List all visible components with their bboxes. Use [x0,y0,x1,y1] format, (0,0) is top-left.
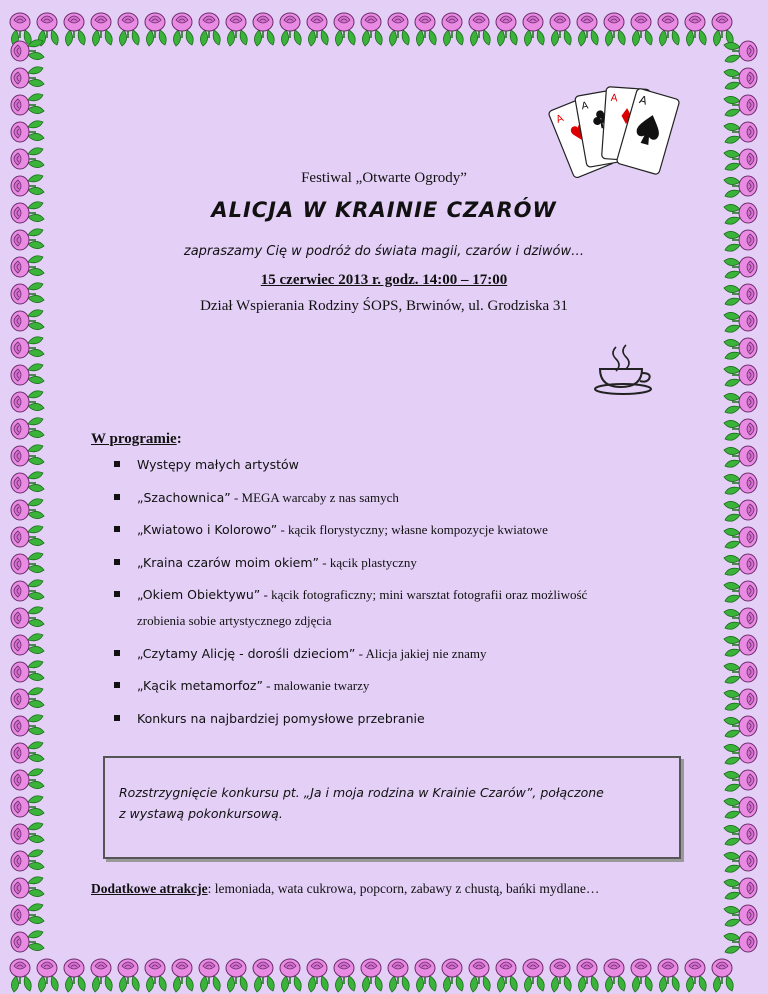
rose-icon [361,13,382,46]
rose-icon [724,365,757,386]
rose-icon [253,13,274,46]
rose-icon [280,959,301,992]
rose-icon [11,580,44,601]
rose-icon [11,364,44,385]
rose-icon [523,959,544,992]
event-tagline: zapraszamy Cię w podróż do świata magii, czarów i dziwów… [183,244,585,259]
rose-icon [11,823,44,844]
rose-icon [11,418,44,439]
rose-icon [64,959,85,992]
rose-icon [11,850,44,871]
rose-icon [11,877,44,898]
extra-attractions: Dodatkowe atrakcje: lemoniada, wata cukrowa, popcorn, zabawy z chustą, bańki mydlane… [91,881,600,896]
rose-icon [361,959,382,992]
rose-icon [724,608,757,629]
rose-icon [724,905,757,926]
rose-icon [724,419,757,440]
rose-icon [685,959,706,992]
program-list [114,456,684,742]
rose-icon [11,661,44,682]
rose-icon [724,500,757,521]
rose-icon [442,959,463,992]
rose-icon [724,392,757,413]
rose-icon [91,13,112,46]
rose-icon [724,689,757,710]
rose-icon [280,13,301,46]
rose-icon [550,959,571,992]
event-date: 15 czerwiec 2013 r. godz. 14:00 – 17:00 [260,272,508,288]
rose-icon [712,13,733,46]
rose-icon [724,95,757,116]
list-item: „Kwiatowo i Kolorowo” - kącik florystyczny; własne kompozycje kwiatowe [114,521,684,539]
rose-icon [10,959,31,992]
rose-icon [91,959,112,992]
rose-icon [724,662,757,683]
rose-icon [145,13,166,46]
rose-icon [199,959,220,992]
contest-box [103,756,681,859]
event-title: ALICJA W KRAINIE CZARÓW [211,198,557,222]
rose-icon [11,634,44,655]
rose-icon [11,742,44,763]
rose-icon [469,13,490,46]
rose-icon [11,904,44,925]
rose-icon [11,607,44,628]
rose-icon [550,13,571,46]
rose-icon [604,959,625,992]
rose-icon [724,581,757,602]
rose-icon [11,769,44,790]
rose-icon [11,499,44,520]
rose-icon [724,41,757,62]
rose-icon [11,337,44,358]
rose-icon [712,959,733,992]
event-address: Dział Wspierania Rodziny ŚOPS, Brwinów, ul. Grodziska 31 [200,298,568,314]
list-item: „Kącik metamorfoz” - malowanie twarzy [114,677,684,695]
rose-icon [658,13,679,46]
rose-icon [577,959,598,992]
rose-icon [658,959,679,992]
list-item: „Czytamy Alicję - dorośli dzieciom” - Alicja jakiej nie znamy [114,645,684,663]
rose-icon [724,122,757,143]
svg-text:A: A [554,113,566,126]
rose-icon [199,13,220,46]
rose-icon [11,688,44,709]
rose-icon [118,13,139,46]
list-item: Konkurs na najbardziej pomysłowe przebranie [114,710,684,728]
rose-icon [226,13,247,46]
rose-icon [11,931,44,952]
rose-icon [724,446,757,467]
rose-icon [11,391,44,412]
rose-icon [172,959,193,992]
rose-icon [307,13,328,46]
rose-icon [724,770,757,791]
svg-text:A: A [610,92,618,105]
rose-icon [11,94,44,115]
rose-icon [11,715,44,736]
rose-icon [724,149,757,170]
rose-icon [118,959,139,992]
rose-icon [496,959,517,992]
rose-icon [11,553,44,574]
rose-icon [442,13,463,46]
rose-icon [496,13,517,46]
rose-icon [415,13,436,46]
rose-icon [523,13,544,46]
svg-text:A: A [637,93,649,108]
svg-text:A: A [580,100,590,113]
rose-icon [724,878,757,899]
rose-icon [334,13,355,46]
program-heading: W programie: [91,431,182,447]
rose-icon [11,67,44,88]
rose-icon [724,554,757,575]
rose-icon [724,527,757,548]
rose-icon [724,932,757,953]
rose-icon [724,338,757,359]
list-item: Występy małych artystów [114,456,684,474]
rose-icon [685,13,706,46]
rose-icon [253,959,274,992]
rose-icon [724,851,757,872]
rose-icon [307,959,328,992]
list-item: „Szachownica” - MEGA warcaby z nas samych [114,489,684,507]
festival-name: Festiwal „Otwarte Ogrody” [301,170,467,186]
rose-icon [226,959,247,992]
rose-icon [724,797,757,818]
list-item: „Kraina czarów moim okiem” - kącik plastyczny [114,554,684,572]
rose-icon [724,68,757,89]
rose-icon [11,148,44,169]
rose-icon [604,13,625,46]
rose-icon [631,13,652,46]
rose-icon [469,959,490,992]
rose-icon [415,959,436,992]
rose-icon [724,716,757,737]
rose-icon [724,635,757,656]
rose-icon [724,473,757,494]
rose-icon [388,13,409,46]
rose-icon [724,824,757,845]
rose-icon [577,13,598,46]
contest-text: Rozstrzygnięcie konkursu pt. „Ja i moja rodzina w Krainie Czarów”, połączone z wystawą pokonkursową. [119,785,604,821]
rose-icon [631,959,652,992]
rose-icon [11,796,44,817]
rose-icon [11,121,44,142]
list-item: „Okiem Obiektywu” - kącik fotograficzny; mini warsztat fotografii oraz możliwość zrobienia sobie artystycznego zdjęcia [114,586,684,630]
rose-icon [172,13,193,46]
rose-icon [388,959,409,992]
rose-icon [11,472,44,493]
rose-icon [11,445,44,466]
rose-icon [11,526,44,547]
rose-icon [724,743,757,764]
rose-icon [64,13,85,46]
teacup-icon [592,343,658,398]
rose-icon [145,959,166,992]
rose-icon [334,959,355,992]
rose-icon [37,959,58,992]
